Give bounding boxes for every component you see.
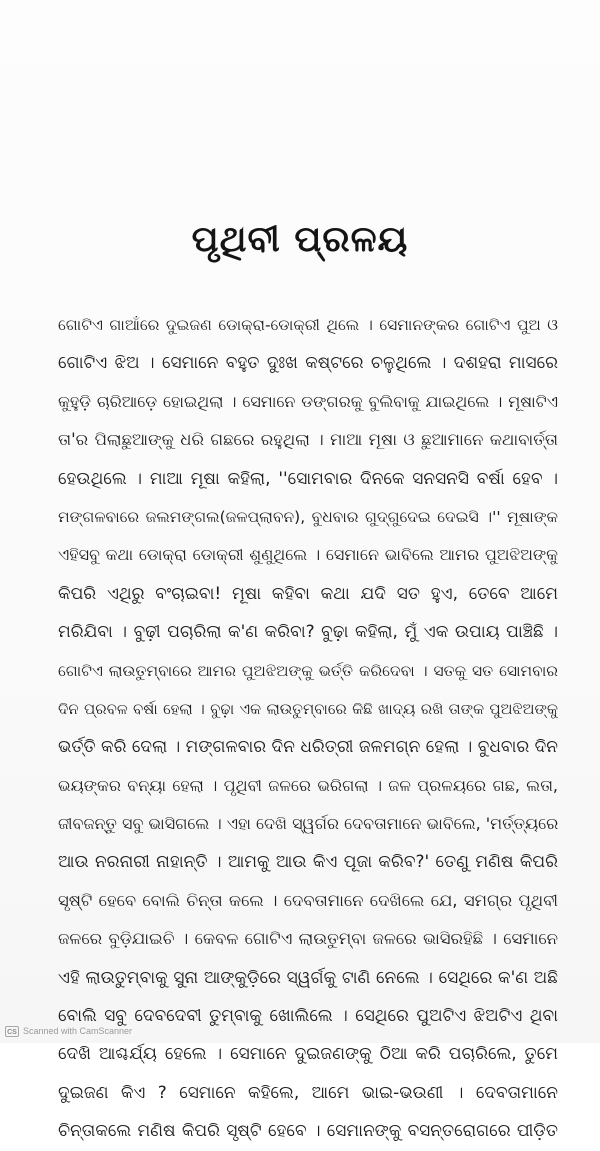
text-line: ହେଉଥିଲେ । ମାଆ ମୂଷା କହିଲା, ''ସୋମବାର ଦିନକେ ସନସନସି ବର୍ଷା ହେବ । — [58, 468, 558, 489]
text-line: ଜୀବଜନ୍ତୁ ସବୁ ଭାସିଗଲେ । ଏହା ଦେଖି ସ୍ୱର୍ଗର ଦେବତାମାନେ ଭାବିଲେ, 'ମର୍ତ୍ତ୍ୟରେ — [58, 814, 558, 834]
text-line: ଦେଖି ଆଶ୍ଚର୍ଯ୍ୟ ହେଲେ । ସେମାନେ ଦୁଇଜଣଙ୍କୁ ଠିଆ କରି ପଚାରିଲେ, ତୁମେ — [58, 1044, 558, 1065]
text-line: ଗୋଟିଏ ଗାଆଁରେ ଦୁଇଜଣ ଡୋକ୍ରା-ଡୋକ୍ରୀ ଥିଲେ । ସେମାନଙ୍କର ଗୋଟିଏ ପୁଅ ଓ — [58, 316, 558, 334]
text-line: ଆଉ ନରନାରୀ ନାହାନ୍ତି । ଆମକୁ ଆଉ କିଏ ପୂଜା କରିବ?' ତେଣୁ ମଣିଷ କିପରି — [58, 852, 558, 873]
text-line: ସୃଷ୍ଟି ହେବେ ବୋଲି ଚିନ୍ତା କଲେ । ଦେବତାମାନେ ଦେଖିଲେ ଯେ, ସମଗ୍ର ପୃଥିବୀ — [58, 890, 558, 910]
text-line: ତା'ର ପିଲାଛୁଆଙ୍କୁ ଧରି ଗଛରେ ରହୁଥିଲା । ମାଆ ମୂଷା ଓ ଛୁଆମାନେ କଥାବାର୍ତ୍ତା — [58, 430, 558, 450]
text-line: ମଙ୍ଗଳବାରେ ଜଲମଙ୍ଗଲ(ଜଳପ୍ଲାବନ), ବୁଧବାର ଗୁଦ୍‌ଗୁଦେଇ ଦେଇସି ।'' ମୂଷାଙ୍କ — [58, 507, 558, 526]
text-line: ବୋଲି ସବୁ ଦେବଦେବୀ ତୁମ୍ବାକୁ ଖୋଲିଲେ । ସେଥିରେ ପୁଅଟିଏ ଝିଅଟିଏ ଥିବା — [58, 1006, 558, 1027]
text-line: ଚିନ୍ତାକଲେ ମଣିଷ କିପରି ସୃଷ୍ଟି ହେବେ । ସେମାନଙ୍କୁ ବସନ୍ତରୋଗରେ ପୀଡ଼ିତ — [58, 1121, 558, 1142]
camscanner-logo-icon: CS — [5, 1026, 19, 1037]
text-line: ଏହିସବୁ କଥା ଡୋକ୍ରା ଡୋକ୍ରୀ ଶୁଣୁଥିଲେ । ସେମାନେ ଭାବିଲେ ଆମର ପୁଅଝିଅଙ୍କୁ — [58, 545, 558, 565]
text-line: ଏହି ଲାଉତୁମ୍ବାକୁ ସୁନା ଆଙ୍କୁଡ଼ିରେ ସ୍ୱର୍ଗକୁ ଟାଣି ନେଲେ । ସେଥିରେ କ'ଣ ଅଛି — [58, 967, 558, 988]
watermark-label: Scanned with CamScanner — [23, 1026, 133, 1036]
text-line: କିପରି ଏଥିରୁ ବଂଚାଇବା! ମୂଷା କହିବା କଥା ଯଦି ସତ ହୁଏ, ତେବେ ଆମେ — [58, 583, 558, 604]
text-line: ଗୋଟିଏ ଲାଉତୁମ୍ବାରେ ଆମର ପୁଅଝିଅଙ୍କୁ ଭର୍ତ୍ତି କରିଦେବା । ସତକୁ ସତ ସୋମବାର — [58, 661, 558, 680]
scanner-watermark — [5, 1024, 132, 1038]
text-line: ଗୋଟିଏ ଝିଅ । ସେମାନେ ବହୁତ ଦୁଃଖ କଷ୍ଟରେ ଚଳୁଥିଲେ । ଦଶହରା ମାସରେ — [58, 353, 558, 374]
text-line: ଦୁଇଜଣ କିଏ ? ସେମାନେ କହିଲେ, ଆମେ ଭାଇ-ଭଉଣୀ । ଦେବତାମାନେ — [58, 1082, 558, 1103]
text-line: ଭୟଙ୍କର ବନ୍ୟା ହେଲା । ପୃଥିବୀ ଜଳରେ ଭରିଗଲା । ଜଳ ପ୍ରଳୟରେ ଗଛ, ଲତା, — [58, 775, 558, 795]
text-line: ଭର୍ତ୍ତି କରି ଦେଲା । ମଙ୍ଗଳବାର ଦିନ ଧରିତ୍ରୀ ଜଳମଗ୍ନ ହେଲା । ବୁଧବାର ଦିନ — [58, 737, 558, 758]
text-line: ଜଳରେ ବୁଡ଼ିଯାଇଚି । କେବଳ ଗୋଟିଏ ଲାଉତୁମ୍ବା ଜଳରେ ଭାସିରହିଛି । ସେମାନେ — [58, 929, 558, 949]
chapter-title: ପୃଥିବୀ ପ୍ରଳୟ — [191, 219, 409, 260]
text-line: ମରିଯିବା । ବୁଢ଼ୀ ପଚାରିଲା କ'ଣ କରିବା? ବୁଢ଼ା କହିଲା, ମୁଁ ଏକ ଉପାୟ ପାଞ୍ଚିଛି । — [58, 622, 558, 643]
story-body — [58, 306, 558, 1151]
text-line: ଦିନ ପ୍ରବଳ ବର୍ଷା ହେଲା । ବୁଢ଼ା ଏକ ଲାଉତୁମ୍ବାରେ କିଛି ଖାଦ୍ୟ ରଖି ତାଙ୍କ ପୁଅଝିଅଙ୍କୁ — [58, 699, 558, 718]
text-line: କୁହୁଡ଼ି ଚାରିଆଡ଼େ ହୋଇଥିଲା । ସେମାନେ ଡଙ୍ଗରକୁ ବୁଲିବାକୁ ଯାଇଥିଲେ । ମୂଷାଟିଏ — [58, 391, 558, 411]
